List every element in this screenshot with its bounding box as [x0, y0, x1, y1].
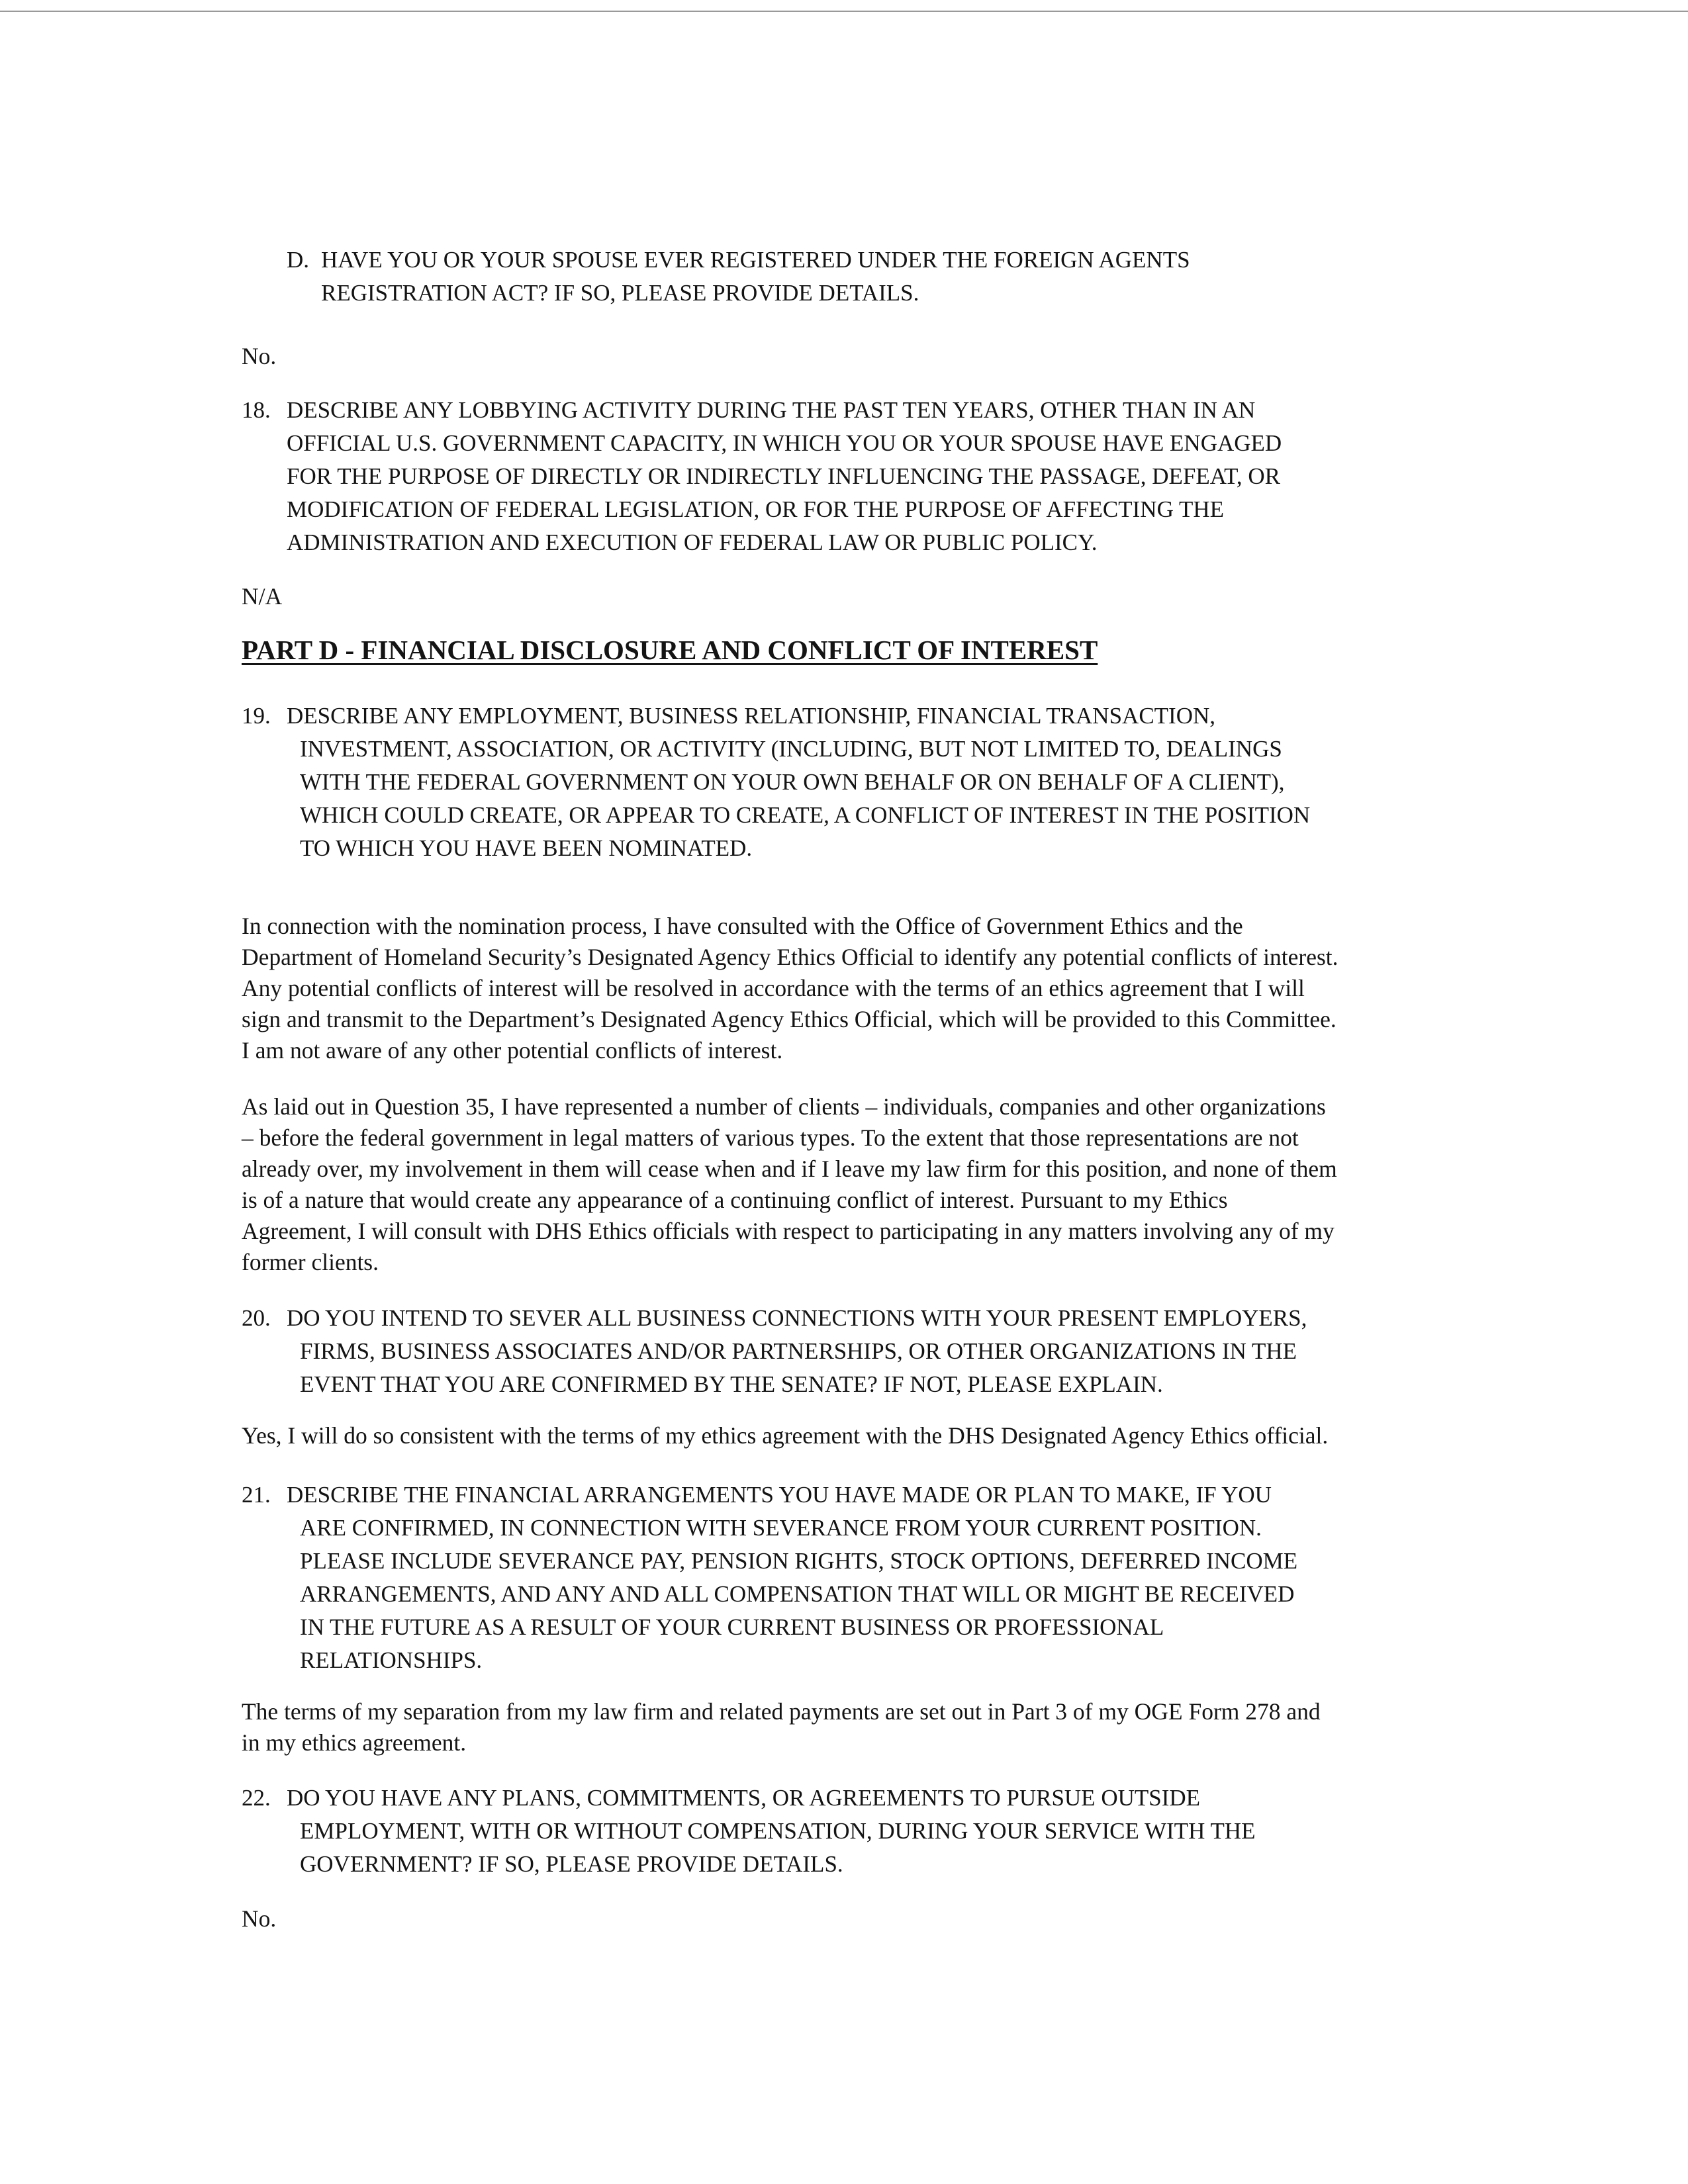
question-number: 21. [242, 1482, 271, 1508]
question-line: DO YOU INTEND TO SEVER ALL BUSINESS CONNECTIONS WITH YOUR PRESENT EMPLOYERS, [287, 1305, 1307, 1331]
answer-line: Department of Homeland Security’s Designated Agency Ethics Official to identify any potential conflicts of interest. [242, 944, 1338, 970]
question-line: DO YOU HAVE ANY PLANS, COMMITMENTS, OR AGREEMENTS TO PURSUE OUTSIDE [287, 1785, 1201, 1811]
question-line: EMPLOYMENT, WITH OR WITHOUT COMPENSATION, DURING YOUR SERVICE WITH THE [300, 1818, 1256, 1844]
answer-20: Yes, I will do so consistent with the terms of my ethics agreement with the DHS Designated Agency Ethics official. [242, 1422, 1329, 1449]
question-number: 18. [242, 397, 271, 423]
part-heading: PART D - FINANCIAL DISCLOSURE AND CONFLICT OF INTEREST [242, 635, 1098, 665]
question-line: TO WHICH YOU HAVE BEEN NOMINATED. [300, 835, 753, 861]
answer-d: No. [242, 343, 277, 369]
question-line: OFFICIAL U.S. GOVERNMENT CAPACITY, IN WHICH YOU OR YOUR SPOUSE HAVE ENGAGED [287, 430, 1282, 456]
question-line: DESCRIBE ANY EMPLOYMENT, BUSINESS RELATIONSHIP, FINANCIAL TRANSACTION, [287, 703, 1216, 729]
answer-line: Agreement, I will consult with DHS Ethics officials with respect to participating in any matters involving any of my [242, 1218, 1335, 1244]
question-line: INVESTMENT, ASSOCIATION, OR ACTIVITY (INCLUDING, BUT NOT LIMITED TO, DEALINGS [300, 736, 1282, 762]
question-line: DESCRIBE ANY LOBBYING ACTIVITY DURING THE PAST TEN YEARS, OTHER THAN IN AN [287, 397, 1256, 423]
answer-line: is of a nature that would create any appearance of a continuing conflict of interest. Pursuant to my Ethics [242, 1187, 1228, 1213]
question-line: IN THE FUTURE AS A RESULT OF YOUR CURRENT BUSINESS OR PROFESSIONAL [300, 1614, 1164, 1640]
answer-19-paragraph-2 [242, 1091, 1337, 1278]
question-line: GOVERNMENT? IF SO, PLEASE PROVIDE DETAILS. [300, 1851, 843, 1877]
answer-19-paragraph-1 [242, 911, 1338, 1066]
question-line: FOR THE PURPOSE OF DIRECTLY OR INDIRECTLY INFLUENCING THE PASSAGE, DEFEAT, OR [287, 463, 1281, 489]
answer-22: No. [242, 1905, 277, 1932]
answer-line: already over, my involvement in them will cease when and if I leave my law firm for this position, and none of them [242, 1156, 1337, 1182]
answer-21 [242, 1696, 1321, 1758]
question-line: EVENT THAT YOU ARE CONFIRMED BY THE SENATE? IF NOT, PLEASE EXPLAIN. [300, 1371, 1163, 1397]
question-line: RELATIONSHIPS. [300, 1647, 483, 1673]
scan-top-edge [0, 11, 1688, 12]
answer-line: As laid out in Question 35, I have represented a number of clients – individuals, companies and other organizations [242, 1093, 1326, 1120]
question-line: ARRANGEMENTS, AND ANY AND ALL COMPENSATION THAT WILL OR MIGHT BE RECEIVED [300, 1581, 1295, 1607]
answer-18: N/A [242, 583, 283, 610]
question-line: ADMINISTRATION AND EXECUTION OF FEDERAL LAW OR PUBLIC POLICY. [287, 529, 1098, 555]
answer-line: Any potential conflicts of interest will be resolved in accordance with the terms of an ethics agreement that I will [242, 975, 1305, 1001]
question-line: HAVE YOU OR YOUR SPOUSE EVER REGISTERED UNDER THE FOREIGN AGENTS [321, 247, 1190, 273]
answer-line: former clients. [242, 1249, 379, 1275]
question-number: 22. [242, 1785, 271, 1811]
answer-line: sign and transmit to the Department’s Designated Agency Ethics Official, which will be provided to this Committee. [242, 1006, 1336, 1032]
question-line: PLEASE INCLUDE SEVERANCE PAY, PENSION RIGHTS, STOCK OPTIONS, DEFERRED INCOME [300, 1548, 1298, 1574]
answer-line: in my ethics agreement. [242, 1729, 467, 1756]
question-number: 20. [242, 1305, 271, 1331]
question-line: FIRMS, BUSINESS ASSOCIATES AND/OR PARTNERSHIPS, OR OTHER ORGANIZATIONS IN THE [300, 1338, 1297, 1364]
question-line: WHICH COULD CREATE, OR APPEAR TO CREATE, A CONFLICT OF INTEREST IN THE POSITION [300, 802, 1311, 828]
question-line: ARE CONFIRMED, IN CONNECTION WITH SEVERANCE FROM YOUR CURRENT POSITION. [300, 1515, 1262, 1541]
answer-line: I am not aware of any other potential conflicts of interest. [242, 1037, 783, 1064]
question-number: 19. [242, 703, 271, 729]
question-line: REGISTRATION ACT? IF SO, PLEASE PROVIDE DETAILS. [321, 280, 919, 306]
question-line: WITH THE FEDERAL GOVERNMENT ON YOUR OWN BEHALF OR ON BEHALF OF A CLIENT), [300, 769, 1285, 795]
question-line: DESCRIBE THE FINANCIAL ARRANGEMENTS YOU HAVE MADE OR PLAN TO MAKE, IF YOU [287, 1482, 1272, 1508]
question-number: D. [287, 247, 310, 273]
question-line: MODIFICATION OF FEDERAL LEGISLATION, OR FOR THE PURPOSE OF AFFECTING THE [287, 496, 1224, 522]
answer-line: – before the federal government in legal matters of various types. To the extent that those representations are not [242, 1124, 1299, 1151]
answer-line: In connection with the nomination process, I have consulted with the Office of Government Ethics and the [242, 913, 1243, 939]
answer-line: The terms of my separation from my law firm and related payments are set out in Part 3 of my OGE Form 278 and [242, 1698, 1321, 1725]
